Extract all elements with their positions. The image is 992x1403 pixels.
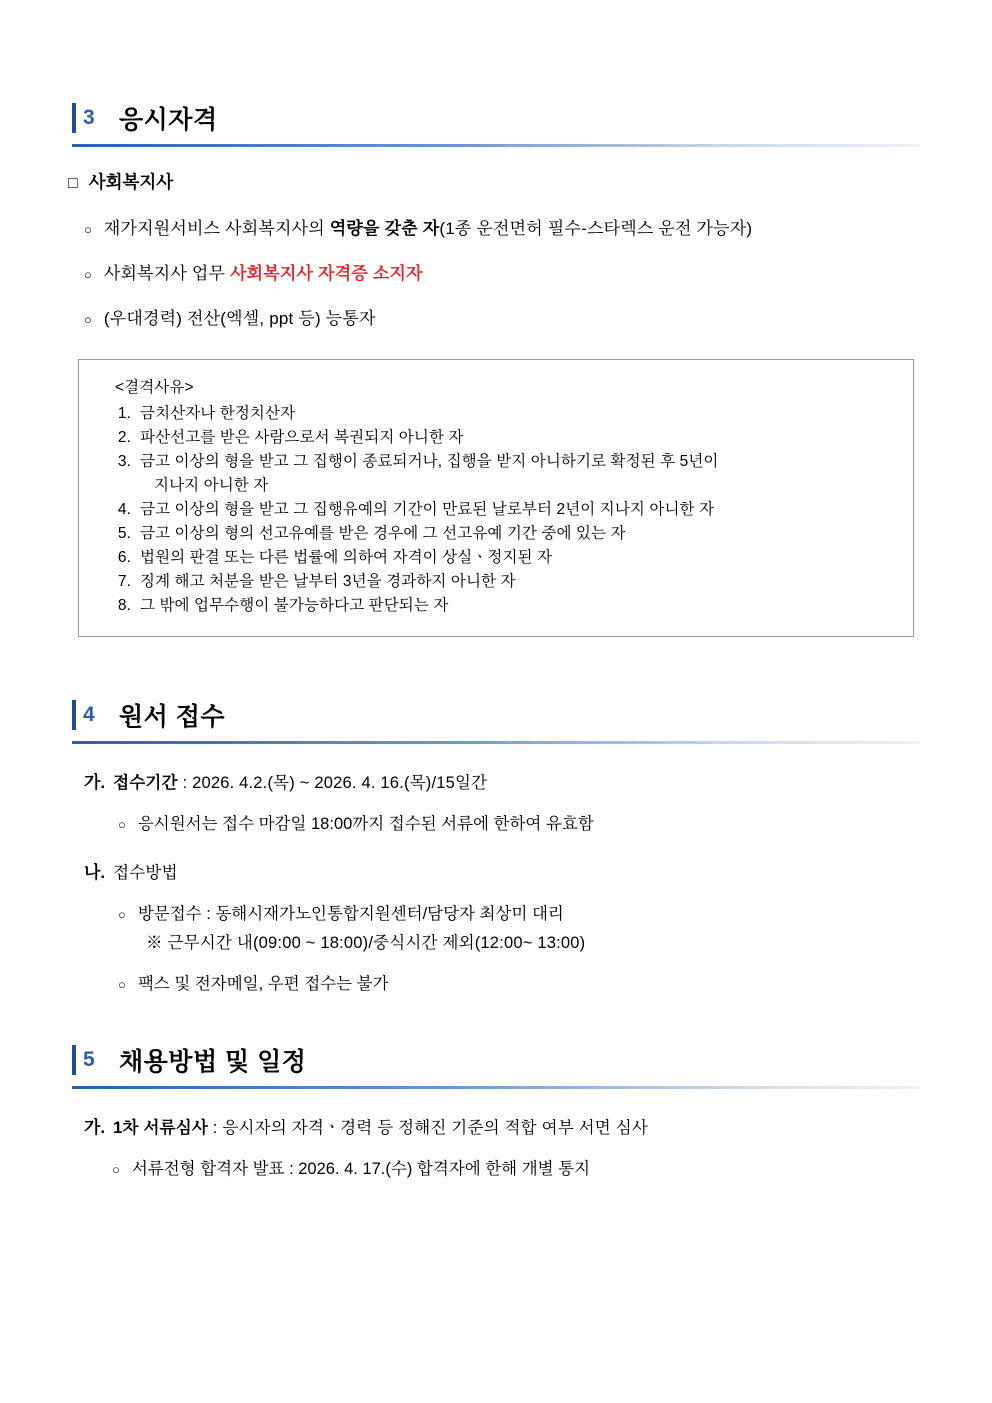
text-run: : 2026. 4.2.(목) ~ 2026. 4. 16.(목)/15일간 [177, 774, 488, 793]
list-item [0, 970, 992, 994]
text-run-bold: 1차 서류심사 [113, 1119, 209, 1138]
list-item [0, 304, 992, 329]
disqualification-list [97, 402, 895, 618]
list-item-text: 금고 이상의 형을 받고 그 집행유예의 기간이 만료된 날로부터 2년이 지나지 아니한 자 [140, 501, 715, 519]
text-run: 사회복지사 업무 [103, 264, 231, 283]
disqualification-box [78, 359, 914, 637]
list-item-label [104, 259, 423, 284]
list-item [97, 402, 895, 426]
section-number: 4 [72, 700, 105, 730]
list-item-label: (우대경력) 전산(엑셀, ppt 등) 능통자 [103, 309, 376, 328]
list-item [97, 498, 895, 522]
list-item-number: 7. [117, 573, 131, 591]
circle-bullet-icon: ○ [118, 907, 126, 923]
list-item-text: 팩스 및 전자메일, 우편 접수는 불가 [137, 975, 389, 994]
list-item [0, 1113, 992, 1138]
circle-bullet-icon: ○ [112, 1162, 120, 1178]
list-item [97, 546, 895, 570]
text-run: (1종 운전면허 필수-스타렉스 운전 가능자) [439, 219, 753, 238]
section-title: 채용방법 및 일정 [119, 1048, 307, 1077]
list-item [97, 426, 895, 450]
list-item-number: 2. [117, 429, 131, 447]
list-item [0, 1155, 992, 1179]
list-item-text: 접수방법 [113, 864, 178, 883]
list-item [0, 900, 992, 924]
list-item-number: 3. [117, 453, 131, 471]
spacer [0, 637, 992, 697]
section-number: 3 [72, 103, 105, 133]
section-hiring-method [0, 1042, 992, 1179]
list-item-text: 파산선고를 받은 사람으로서 복권되지 아니한 자 [140, 429, 464, 447]
text-run: 금고 이상의 형을 받고 그 집행이 종료되거나, 집행을 받지 아니하기로 확정된 후 5년이 [140, 453, 719, 471]
list-item-text [140, 450, 895, 498]
list-item [0, 259, 992, 284]
list-item-text: 금고 이상의 형의 선고유예를 받은 경우에 그 선고유예 기간 중에 있는 자 [140, 525, 626, 543]
disqualification-title: <결격사유> [115, 379, 194, 396]
list-item-text: 징계 해고 처분을 받은 날부터 3년을 경과하지 아니한 자 [140, 573, 516, 591]
section-divider [72, 1086, 920, 1089]
list-item [97, 594, 895, 618]
circle-bullet-icon: ○ [84, 267, 92, 282]
list-item-label [104, 214, 752, 239]
list-item-text: 방문접수 : 동해시재가노인통합지원센터/담당자 최상미 대리 [137, 905, 564, 924]
list-item-label: 사회복지사 [88, 172, 174, 192]
text-run-continued: 지나지 아니한 자 [154, 477, 269, 495]
section-divider [72, 741, 920, 744]
top-spacer [0, 0, 992, 100]
list-item-marker: 나. [84, 863, 106, 883]
text-run: : 응시자의 자격ㆍ경력 등 정해진 기준의 적합 여부 서면 심사 [208, 1119, 648, 1138]
circle-bullet-icon: ○ [118, 817, 126, 833]
list-item-note: ※ 근무시간 내(09:00 ~ 18:00)/중식시간 제외(12:00~ 13:00) [146, 934, 586, 953]
list-item [0, 169, 992, 194]
section-heading [0, 697, 992, 733]
list-item [0, 858, 992, 883]
text-run-highlight: 사회복지사 자격증 소지자 [230, 264, 423, 283]
list-item-number: 1. [117, 405, 131, 423]
list-item [97, 570, 895, 594]
list-item-text [113, 769, 487, 793]
list-item [97, 450, 895, 498]
section-heading [0, 1042, 992, 1078]
circle-bullet-icon: ○ [84, 312, 92, 327]
circle-bullet-icon: ○ [118, 977, 126, 993]
list-item-marker: 가. [84, 773, 106, 793]
section-title: 원서 접수 [119, 703, 226, 732]
section-application [0, 697, 992, 994]
section-eligibility [0, 100, 992, 637]
list-item-text: 법원의 판결 또는 다른 법률에 의하여 자격이 상실ㆍ정지된 자 [140, 549, 553, 567]
list-item-text: 금치산자나 한정치산자 [140, 405, 296, 423]
text-run-bold: 역량을 갖춘 자 [329, 219, 440, 238]
spacer [0, 994, 992, 1042]
list-item [0, 768, 992, 793]
list-item-number: 5. [117, 525, 131, 543]
circle-bullet-icon: ○ [84, 222, 92, 237]
section-heading [0, 100, 992, 136]
list-item-number: 8. [117, 597, 131, 615]
list-item-number: 4. [117, 501, 131, 519]
list-item-text: 서류전형 합격자 발표 : 2026. 4. 17.(수) 합격자에 한해 개별 통지 [131, 1160, 591, 1179]
section-number: 5 [72, 1045, 105, 1075]
square-bullet-icon: □ [68, 175, 78, 192]
list-item [0, 810, 992, 834]
list-item-text: 응시원서는 접수 마감일 18:00까지 접수된 서류에 한하여 유효함 [137, 815, 594, 834]
text-run-bold: 접수기간 [113, 774, 178, 793]
list-item-number: 6. [117, 549, 131, 567]
list-item-text [113, 1114, 648, 1138]
list-item [97, 522, 895, 546]
list-item-marker: 가. [84, 1118, 106, 1138]
text-run: 재가지원서비스 사회복지사의 [103, 219, 330, 238]
section-title: 응시자격 [119, 106, 218, 134]
list-item-text: 그 밖에 업무수행이 불가능하다고 판단되는 자 [140, 597, 449, 615]
section-divider [72, 144, 920, 147]
list-item [0, 214, 992, 239]
